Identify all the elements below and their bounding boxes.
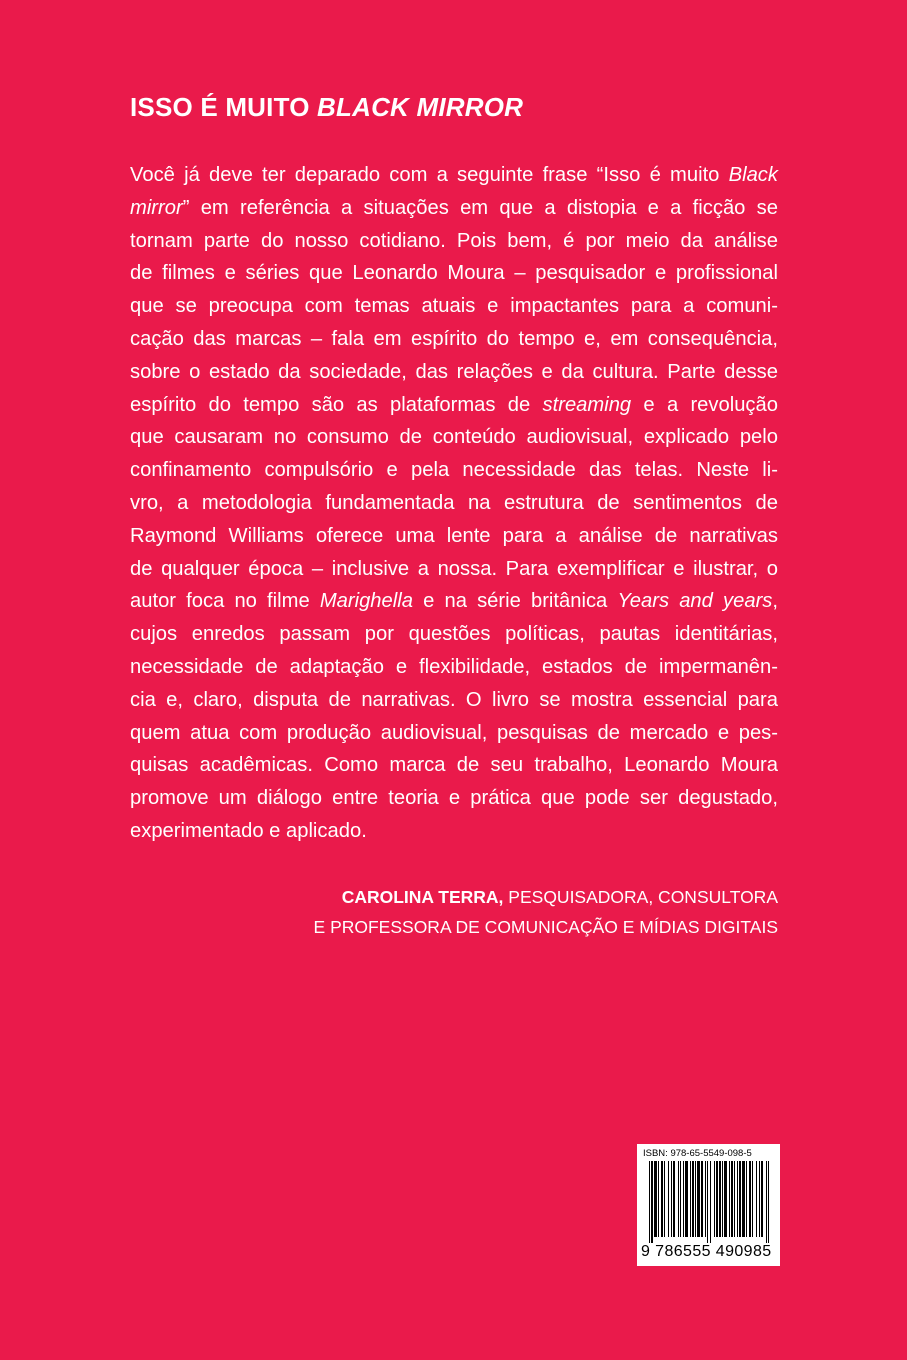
synopsis-line xyxy=(130,553,778,586)
barcode-bar xyxy=(690,1161,691,1237)
synopsis-text-run: Raymond Williams oferece uma lente para a análise de narrativas xyxy=(130,524,778,547)
barcode-bar xyxy=(651,1161,653,1243)
barcode-bar xyxy=(668,1161,669,1237)
page-title xyxy=(130,92,523,123)
synopsis-text-run: de filmes e séries que Leonardo Moura – pesquisador e profissional xyxy=(130,262,778,285)
synopsis-line xyxy=(130,192,778,225)
synopsis-line xyxy=(130,225,778,258)
synopsis-line xyxy=(130,389,778,422)
barcode-bar xyxy=(664,1161,665,1237)
synopsis-text-run: cia e, claro, disputa de narrativas. O livro se mostra essencial para xyxy=(130,688,778,711)
synopsis-text-run: cujos enredos passam por questões políticas, pautas identitárias, xyxy=(130,623,778,646)
synopsis-line xyxy=(130,618,778,651)
synopsis-italic-text: mirror xyxy=(130,196,183,219)
barcode-bar xyxy=(768,1161,769,1243)
barcode-bar xyxy=(752,1161,753,1237)
barcode-bar xyxy=(678,1161,679,1237)
barcode-bar xyxy=(661,1161,663,1237)
synopsis-line xyxy=(130,257,778,290)
synopsis-text-run: quem atua com produção audiovisual, pesquisas de mercado e pes- xyxy=(130,721,778,744)
barcode-bar xyxy=(722,1161,723,1237)
synopsis-italic-text: Marighella xyxy=(319,590,413,613)
barcode-bar xyxy=(724,1161,727,1237)
barcode-bar xyxy=(749,1161,751,1237)
synopsis-line xyxy=(130,782,778,815)
barcode-bar xyxy=(707,1161,708,1243)
barcode-box xyxy=(637,1144,780,1266)
barcode-digits: 9 786555 490985 xyxy=(641,1243,772,1260)
barcode-bar xyxy=(701,1161,703,1237)
synopsis-line xyxy=(130,684,778,717)
barcode-bar xyxy=(685,1161,688,1237)
synopsis-line xyxy=(130,323,778,356)
barcode-bar xyxy=(756,1161,757,1237)
barcode-bar xyxy=(697,1161,700,1237)
synopsis-text-run: Você já deve ter deparado com a seguinte frase “Isso é muito xyxy=(130,164,729,186)
title-italic: BLACK MIRROR xyxy=(317,92,524,122)
barcode-bar xyxy=(714,1161,715,1237)
synopsis-line xyxy=(130,815,778,848)
barcode-icon xyxy=(649,1161,769,1243)
barcode-bar xyxy=(710,1161,711,1243)
barcode-bar xyxy=(719,1161,721,1237)
barcode-bar xyxy=(739,1161,741,1237)
signature-line-2: E PROFESSORA DE COMUNICAÇÃO E MÍDIAS DIGITAIS xyxy=(313,917,778,937)
synopsis-line xyxy=(130,421,778,454)
synopsis-line xyxy=(130,651,778,684)
barcode-bar xyxy=(731,1161,733,1237)
synopsis-text-run: e na série britânica xyxy=(412,590,618,613)
synopsis-text-run: tornam parte do nosso cotidiano. Pois bem, é por meio da análise xyxy=(130,229,778,252)
title-prefix: ISSO É MUITO xyxy=(130,92,318,122)
synopsis-text-run: espírito do tempo são as plataformas de xyxy=(130,393,543,416)
barcode-bar xyxy=(734,1161,735,1237)
barcode-bar xyxy=(759,1161,760,1237)
synopsis-text-run: ” em referência a situações em que a distopia e a ficção se xyxy=(182,196,778,219)
barcode-bar xyxy=(716,1161,718,1237)
barcode-bar xyxy=(695,1161,696,1237)
barcode-bar xyxy=(673,1161,675,1237)
synopsis-line xyxy=(130,585,778,618)
synopsis-text-run: promove um diálogo entre teoria e prática que pode ser degustado, xyxy=(130,787,778,810)
synopsis-italic-text: streaming xyxy=(542,393,632,416)
barcode-bar xyxy=(705,1161,706,1237)
synopsis-line xyxy=(130,159,778,192)
barcode-bar xyxy=(658,1161,659,1237)
synopsis-text-run: experimentado e aplicado. xyxy=(130,819,367,842)
barcode-bar xyxy=(680,1161,681,1237)
synopsis-text-run: vro, a metodologia fundamentada na estrutura de sentimentos de xyxy=(130,491,778,514)
synopsis-line xyxy=(130,290,778,323)
synopsis-text-run: que causaram no consumo de conteúdo audiovisual, explicado pelo xyxy=(130,426,778,449)
synopsis-line xyxy=(130,487,778,520)
isbn-label: ISBN: 978-65-5549-098-5 xyxy=(643,1148,752,1159)
barcode-bar xyxy=(729,1161,730,1237)
synopsis-line xyxy=(130,717,778,750)
synopsis-line xyxy=(130,356,778,389)
barcode-bar xyxy=(654,1161,657,1237)
synopsis-text-run: necessidade de adaptação e flexibilidade, estados de impermanên- xyxy=(130,655,778,678)
synopsis-text-run: confinamento compulsório e pela necessidade das telas. Neste li- xyxy=(130,459,778,482)
signature-name: CAROLINA TERRA, xyxy=(341,887,504,907)
synopsis-text-run: que se preocupa com temas atuais e impactantes para a comuni- xyxy=(130,295,778,318)
synopsis-text xyxy=(130,159,778,848)
barcode-bar xyxy=(766,1161,767,1243)
synopsis-text-run: , xyxy=(772,590,779,613)
signature xyxy=(314,882,778,942)
synopsis-text-run: de qualquer época – inclusive a nossa. Para exemplificar e ilustrar, o xyxy=(130,557,778,580)
synopsis-text-run: sobre o estado da sociedade, das relações e da cultura. Parte desse xyxy=(130,360,778,383)
barcode-bar xyxy=(742,1161,745,1237)
barcode-bar xyxy=(671,1161,672,1237)
barcode-bar xyxy=(683,1161,684,1237)
synopsis-text-run: e a revolução xyxy=(631,393,778,416)
synopsis-line xyxy=(130,749,778,782)
synopsis-text-run: autor foca no filme xyxy=(130,590,320,613)
barcode-bar xyxy=(649,1161,650,1243)
barcode-bar xyxy=(737,1161,738,1237)
synopsis-line xyxy=(130,520,778,553)
synopsis-text-run: cação das marcas – fala em espírito do tempo e, em consequência, xyxy=(130,327,778,350)
barcode-bar xyxy=(692,1161,694,1237)
barcode-bar xyxy=(746,1161,747,1237)
synopsis-italic-text: Years and years xyxy=(617,590,773,613)
barcode-bar xyxy=(761,1161,763,1237)
signature-line-1 xyxy=(314,882,778,912)
signature-role-1: PESQUISADORA, CONSULTORA xyxy=(503,887,778,907)
synopsis-text-run: quisas acadêmicas. Como marca de seu trabalho, Leonardo Moura xyxy=(130,754,778,777)
synopsis-line xyxy=(130,454,778,487)
synopsis-italic-text: Black xyxy=(728,164,778,186)
